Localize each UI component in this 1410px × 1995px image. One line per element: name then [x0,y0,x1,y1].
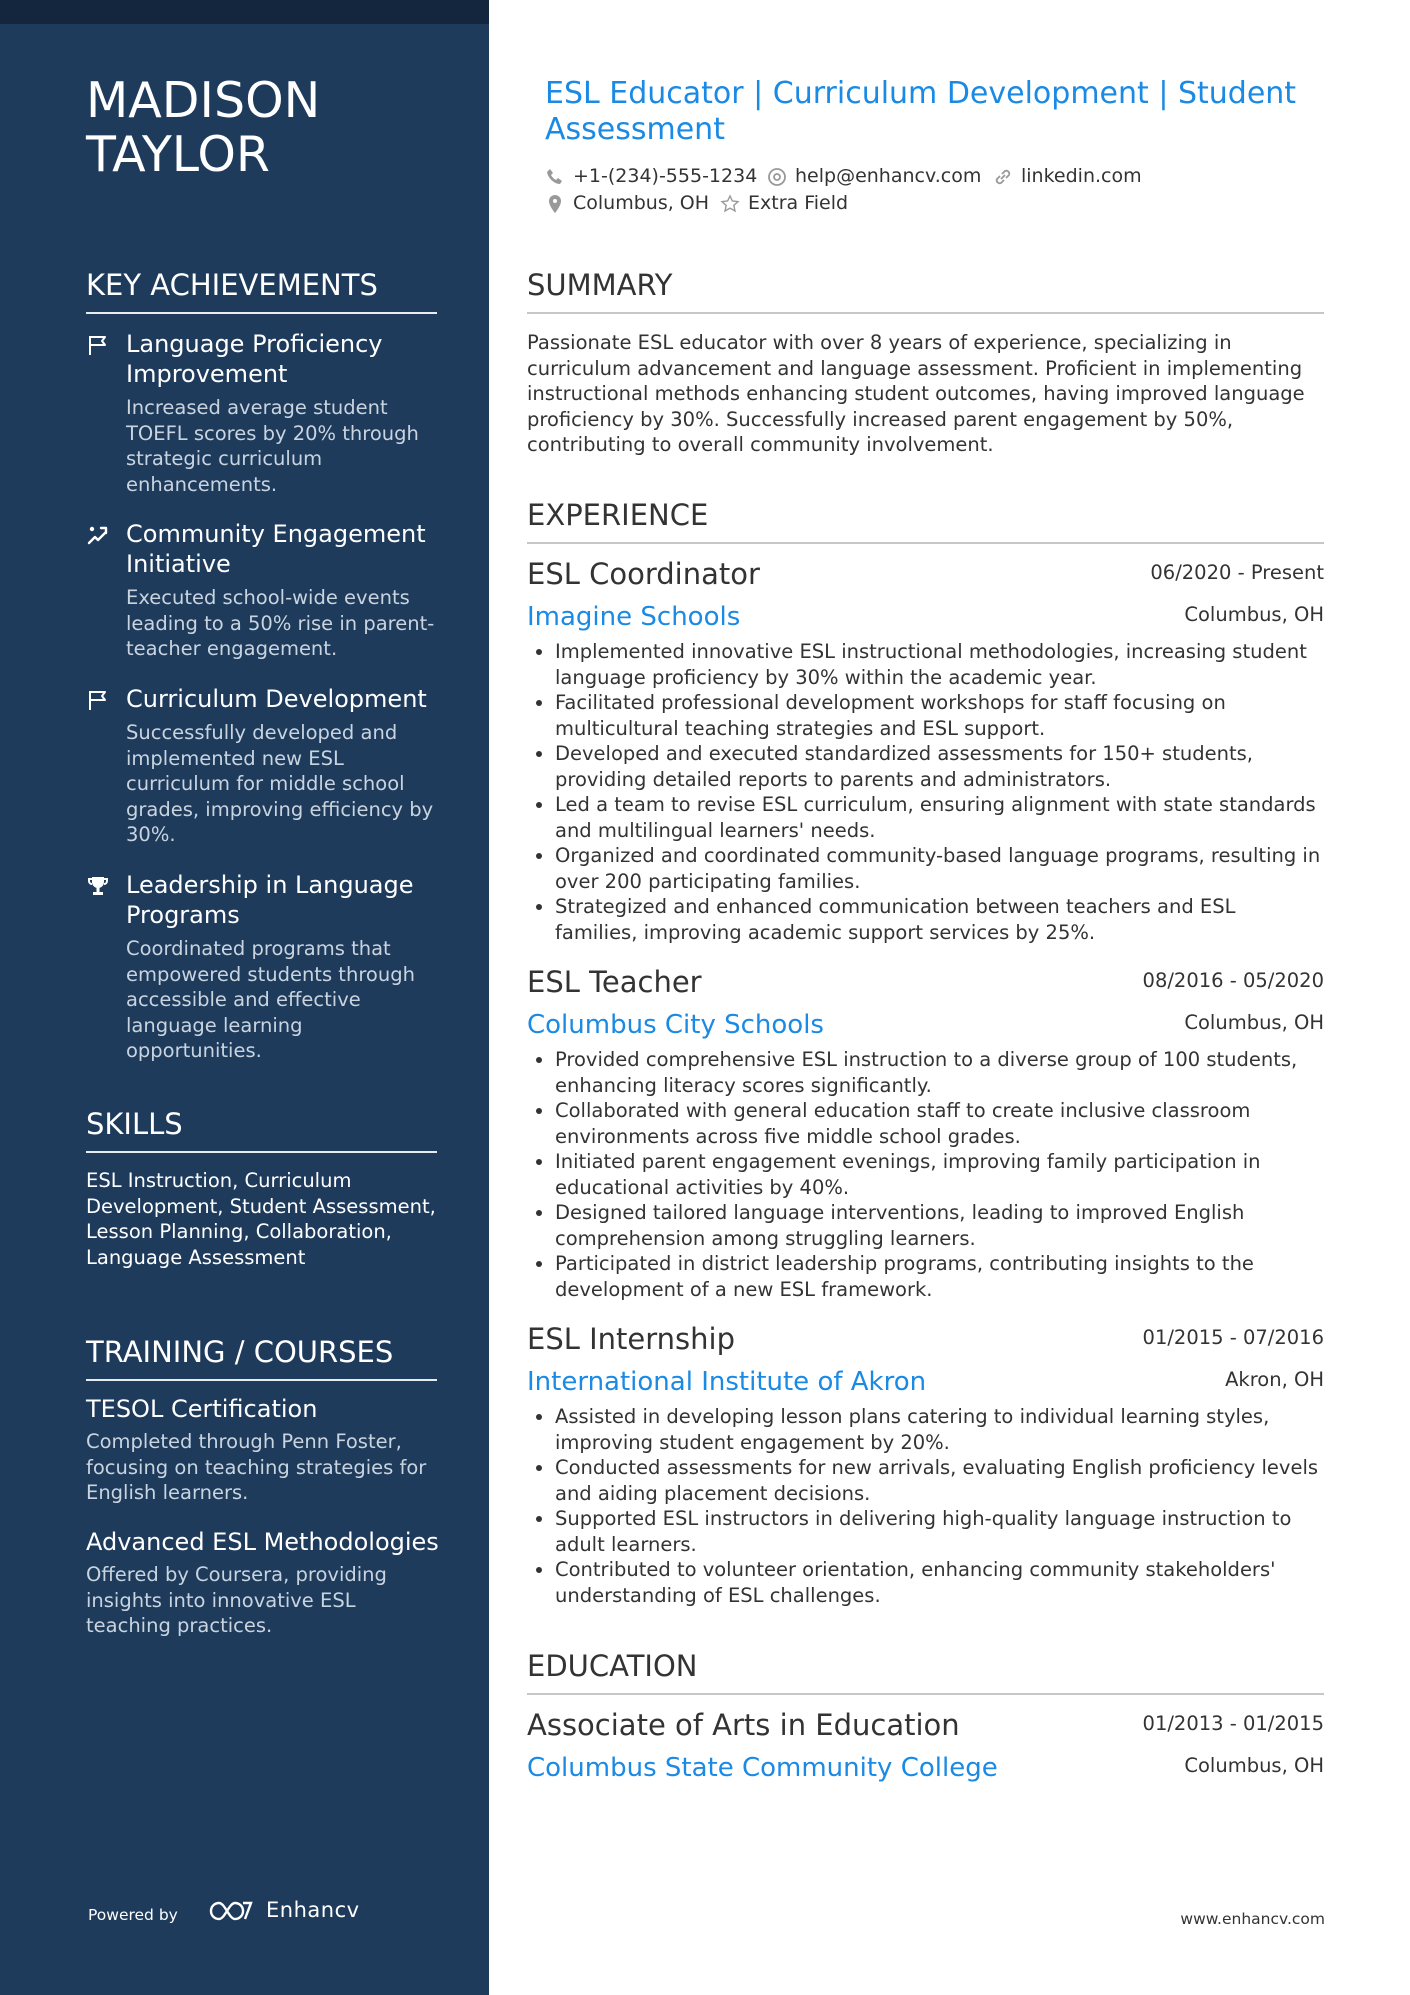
course-desc: Completed through Penn Foster, focusing on teaching strategies for English learners. [86,1430,427,1504]
bullet: • Assisted in developing lesson plans catering to individual learning styles, improving student engagement by 20%. [555,1404,1324,1455]
job-dates: 06/2020 - Present [1150,561,1324,584]
degree: Associate of Arts in Education [527,1708,960,1742]
contact-phone[interactable] [545,163,757,189]
course-title: Advanced ESL Methodologies [86,1528,439,1556]
sidebar [0,0,489,1995]
extra-text: Extra Field [748,192,849,214]
enhancv-logo[interactable] [207,1898,360,1928]
job-dates: 08/2016 - 05/2020 [1142,969,1324,992]
trophy-icon [86,874,110,898]
location-text: Columbus, OH [573,192,710,214]
enhancv-logo-icon [207,1898,255,1924]
achievements-heading: KEY ACHIEVEMENTS [86,268,437,314]
bullet: • Led a team to revise ESL curriculum, ensuring alignment with state standards and multilingual learners' needs. [555,792,1324,843]
bullet: • Contributed to volunteer orientation, enhancing community stakeholders' understanding of ESL challenges. [555,1557,1324,1608]
contact-extra [720,190,848,216]
last-name: TAYLOR [86,126,270,183]
experience-item [527,1322,1324,1608]
achievement-item [86,684,437,848]
training-heading: TRAINING / COURSES [86,1335,437,1381]
achievement-title: Leadership in Language Programs [126,871,414,929]
email-text: help@enhancv.com [795,165,982,187]
education-dates: 01/2013 - 01/2015 [1142,1712,1324,1735]
job-title: ESL Teacher [527,965,702,999]
bullet: • Designed tailored language interventions, leading to improved English comprehension among struggling learners. [555,1200,1324,1251]
bullet: • Supported ESL instructors in delivering high-quality language instruction to adult learners. [555,1506,1324,1557]
contact-row [545,163,1305,189]
company-name[interactable]: Imagine Schools [527,602,741,632]
bullet: • Provided comprehensive ESL instruction to a diverse group of 100 students, enhancing literacy scores significantly. [555,1047,1324,1098]
bullet: • Strategized and enhanced communication between teachers and ESL families, improving academic support services by 25%. [555,894,1324,945]
bullet: • Conducted assessments for new arrivals, evaluating English proficiency levels and aiding placement decisions. [555,1455,1324,1506]
contact-row [545,190,1305,216]
company-name[interactable]: Columbus City Schools [527,1010,824,1040]
school-name[interactable]: Columbus State Community College [527,1753,998,1783]
achievement-item [86,870,437,1064]
course-item [86,1394,446,1506]
phone-text: +1-(234)-555-1234 [573,165,758,187]
contact-linkedin[interactable] [993,163,1142,189]
linkedin-text: linkedin.com [1021,165,1142,187]
achievement-desc: Successfully developed and implemented new ESL curriculum for middle school grades, improving efficiency by 30%. [126,721,434,846]
job-dates: 01/2015 - 07/2016 [1142,1326,1324,1349]
course-item [86,1527,446,1639]
link-icon [993,167,1013,187]
skills-heading: SKILLS [86,1107,437,1153]
sidebar-top-bar [0,0,489,24]
first-name: MADISON [86,72,321,129]
company-name[interactable]: International Institute of Akron [527,1367,927,1397]
phone-icon [545,167,565,187]
bullet: • Organized and coordinated community-based language programs, resulting in over 200 participating families. [555,843,1324,894]
candidate-name [86,74,466,182]
experience-heading: EXPERIENCE [527,498,1324,544]
experience-item [527,557,1324,945]
brand-name: Enhancv [266,1898,360,1922]
star-icon [720,194,740,214]
achievement-desc: Coordinated programs that empowered students through accessible and effective language learning opportunities. [126,937,415,1062]
education-heading: EDUCATION [527,1649,1324,1695]
skills-list: ESL Instruction, Curriculum Development, Student Assessment, Lesson Planning, Collaboration, Language Assessment [86,1169,436,1269]
achievement-title: Community Engagement Initiative [126,520,426,578]
job-location: Columbus, OH [1184,1011,1324,1034]
summary-heading: SUMMARY [527,268,1324,314]
flag-icon [86,333,110,357]
contact-location [545,190,709,216]
course-title: TESOL Certification [86,1395,318,1423]
bullet: • Initiated parent engagement evenings, improving family participation in educational activities by 40%. [555,1149,1324,1200]
achievement-title: Curriculum Development [126,685,427,713]
achievement-item [86,329,437,497]
achievement-item [86,519,437,662]
powered-by-label: Powered by [88,1906,178,1924]
achievement-desc: Executed school-wide events leading to a 50% rise in parent-teacher engagement. [126,586,435,660]
achievement-title: Language Proficiency Improvement [126,330,383,388]
job-bullets [527,1404,1324,1608]
job-bullets [527,639,1324,945]
course-desc: Offered by Coursera, providing insights into innovative ESL teaching practices. [86,1563,387,1637]
job-bullets [527,1047,1324,1302]
flag-icon [86,688,110,712]
job-location: Akron, OH [1225,1368,1324,1391]
education-location: Columbus, OH [1184,1754,1324,1777]
bullet: • Implemented innovative ESL instructional methodologies, increasing student language proficiency by 30% within the academic year. [555,639,1324,690]
summary-text: Passionate ESL educator with over 8 years of experience, specializing in curriculum advancement and language assessment. Proficient in implementing instructional methods enhancing student outcomes, having improved language proficiency by 30%. Successfully increased parent engagement by 50%, contributing to overall community involvement. [527,331,1305,456]
headline: ESL Educator | Curriculum Development | Student Assessment [545,76,1297,147]
bullet: • Collaborated with general education staff to create inclusive classroom environments across five middle school grades. [555,1098,1324,1149]
handshake-icon [86,523,110,547]
footer-website[interactable]: www.enhancv.com [1180,1910,1325,1928]
education-item [527,1708,1324,1784]
achievement-desc: Increased average student TOEFL scores by 20% through strategic curriculum enhancements. [126,396,419,496]
bullet: • Participated in district leadership programs, contributing insights to the development of a new ESL framework. [555,1251,1324,1302]
bullet: • Facilitated professional development workshops for staff focusing on multicultural teaching strategies and ESL support. [555,690,1324,741]
job-title: ESL Internship [527,1322,735,1356]
job-title: ESL Coordinator [527,557,760,591]
bullet: • Developed and executed standardized assessments for 150+ students, providing detailed reports to parents and administrators. [555,741,1324,792]
experience-item [527,965,1324,1302]
location-pin-icon [545,194,565,214]
job-location: Columbus, OH [1184,603,1324,626]
contact-email[interactable] [767,163,981,189]
at-icon [767,167,787,187]
